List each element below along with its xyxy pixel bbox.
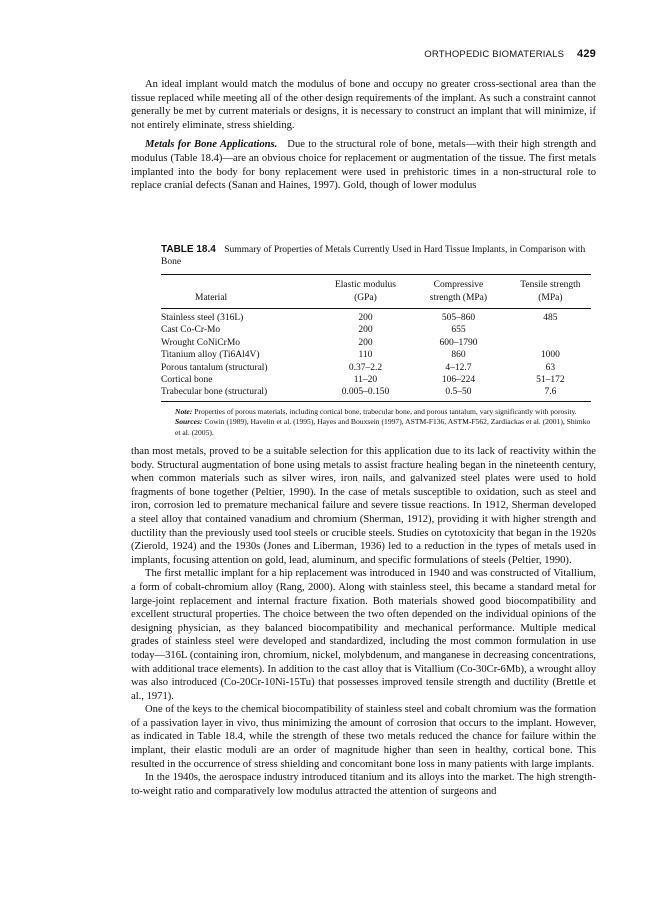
section-text: Due to the structural role of bone, metals—with their high strength and modulus (Table 18.4)—are an obvious choice for replacement or augmentation of the tissue. The first metals implanted into the body for bony replacement were used in prehistoric times in a non-structural role to replace cranial defects (Sanan and Haines, 1997). Gold, though of lower modulus [131, 139, 596, 192]
col-header: Compressive [407, 275, 510, 293]
table-cell [510, 337, 591, 349]
table-cell: Trabecular bone (structural) [161, 386, 324, 401]
table-cell: Cortical bone [161, 375, 213, 386]
table-label: TABLE 18.4 [161, 244, 216, 255]
table-cell: 655 [451, 325, 466, 336]
table-row [161, 362, 591, 374]
intro-paragraph: An ideal implant would match the modulus of bone and occupy no greater cross-sectional area than the tissue replaced while meeting all of the other design requirements of the implant. As such a constraint cannot generally be met by current materials or designs, it is necessary to construct an implant that will minimize, if not entirely eliminate, stress shielding. [131, 79, 596, 131]
table-cell: 4–12.7 [445, 362, 472, 373]
table-18-4 [161, 244, 591, 438]
table-caption [161, 244, 591, 268]
table-cell: 11–20 [353, 375, 378, 386]
note-label: Note: [175, 406, 193, 416]
table-cell: 0.37–2.2 [348, 362, 383, 373]
section-heading: Metals for Bone Applications. [145, 139, 278, 151]
col-header: (GPa) [324, 292, 407, 309]
section-paragraph [131, 138, 596, 192]
table-row [161, 349, 591, 361]
table-cell: Cast Co-Cr-Mo [161, 325, 221, 336]
sources-text: Cowin (1989), Havelin et al. (1995), Hayes and Bouxsein (1997), ASTM-F136, ASTM-F562, Zardiackas et al. (2001), Shimko et al. (2005). [175, 417, 591, 437]
col-header: Material [161, 292, 324, 309]
paragraph: The first metallic implant for a hip replacement was introduced in 1940 and was constructed of Vitallium, a form of cobalt-chromium alloy (Rang, 2000). Along with stainless steel, this became a standard metal for large-joint replacement and internal fracture fixation. Both materials showed good biocompatibility and excellent structural properties. The choice between the two often depended on the individual opinions of the designing physician, as they balanced biocompatibility and mechanical performance. Multiple medical grades of stainless steel were developed and standardized, including the most common formulation in use today—316L (containing iron, chromium, nickel, molybdenum, and manganese in decreasing concentrations, with additional trace elements). In addition to the cast alloy that is Vitallium (Co-30Cr-6Mb), a wrought alloy was also introduced (Co-20Cr-10Ni-15Tu) that possesses improved tensile strength and ductility (Brettle et al., 1971). [131, 568, 596, 702]
col-header: strength (MPa) [407, 292, 510, 309]
table-cell: Titanium alloy (Ti6Al4V) [161, 350, 260, 361]
table-sources [175, 417, 591, 438]
table-row [161, 386, 591, 401]
table-caption-text: Summary of Properties of Metals Currently Used in Hard Tissue Implants, in Comparison with Bone [161, 245, 586, 267]
table-cell: 0.5–50 [407, 386, 510, 401]
paragraph: One of the keys to the chemical biocompatibility of stainless steel and cobalt chromium was the formation of a passivation layer in vivo, thus minimizing the amount of corrosion that occurs to the implant. However, as indicated in Table 18.4, while the strength of these two metals reduced the chance for failure within the implant, their elastic moduli are an order of magnitude higher than seen in healthy, cortical bone. This resulted in the occurrence of stress shielding and concomitant bone loss in many patients with large implants. [131, 704, 596, 770]
table-cell: Stainless steel (316L) [161, 313, 244, 323]
properties-table [161, 274, 591, 402]
table-cell: 200 [358, 325, 373, 336]
table-cell: 7.6 [510, 386, 591, 401]
table-note [175, 407, 591, 418]
paragraph: than most metals, proved to be a suitable selection for this application due to its lack of reactivity within the body. Structural augmentation of bone using metals to assist fracture healing began in the nineteenth century, when common materials such as silver wires, iron nails, and galvanized steel plates were used to hold fragments of bone together (Peltier, 1990). In the case of metals susceptible to oxidation, such as steel and iron, corrosion led to premature mechanical failure and severe tissue reactions. In 1912, Sherman developed a steel alloy that contained vanadium and chromium (Sherman, 1912), providing it with higher strength and ductility than the previously used tool steels or crucible steels. Studies on cytotoxicity that began in the 1920s (Zierold, 1924) and the 1930s (Jones and Liberman, 1936) led to a reduction in the types of metals used in implants, focusing attention on gold, lead, aluminum, and specific formulations of steels (Peltier, 1990). [131, 446, 596, 566]
table-cell: 106–224 [441, 375, 476, 386]
sources-label: Sources: [175, 417, 203, 427]
table-row [161, 309, 591, 325]
col-header [161, 275, 324, 293]
table-row [161, 324, 591, 336]
table-cell: 0.005–0.150 [324, 386, 407, 401]
table-cell: 860 [451, 350, 466, 361]
table-cell: 200 [358, 337, 373, 348]
table-cell: 51–172 [536, 375, 565, 386]
table-cell: 485 [543, 313, 558, 323]
body-text-top [131, 78, 596, 193]
note-text: Properties of porous materials, including cortical bone, trabecular bone, and porous tantalum, vary significantly with porosity. [194, 406, 577, 416]
table-cell: 63 [545, 362, 556, 373]
table-cell: 1000 [540, 350, 560, 361]
table-row [161, 374, 591, 386]
table-cell: 600–1790 [439, 337, 478, 348]
table-cell: 110 [358, 350, 373, 361]
table-cell: Porous tantalum (structural) [161, 362, 268, 373]
body-text-bottom [131, 445, 596, 798]
running-title: ORTHOPEDIC BIOMATERIALS [424, 49, 565, 60]
table-row [161, 337, 591, 349]
running-head [131, 48, 596, 60]
col-header: (MPa) [510, 292, 591, 309]
page-number: 429 [577, 48, 596, 60]
col-header: Elastic modulus [324, 275, 407, 293]
col-header: Tensile strength [510, 275, 591, 293]
table-cell: 505–860 [441, 313, 476, 323]
table-cell: Wrought CoNiCrMo [161, 337, 241, 348]
paragraph: In the 1940s, the aerospace industry introduced titanium and its alloys into the market. The high strength-to-weight ratio and comparatively low modulus attracted the attention of surgeons and [131, 772, 596, 797]
table-notes [161, 407, 591, 439]
table-cell [510, 324, 591, 336]
table-cell: 200 [358, 313, 373, 323]
